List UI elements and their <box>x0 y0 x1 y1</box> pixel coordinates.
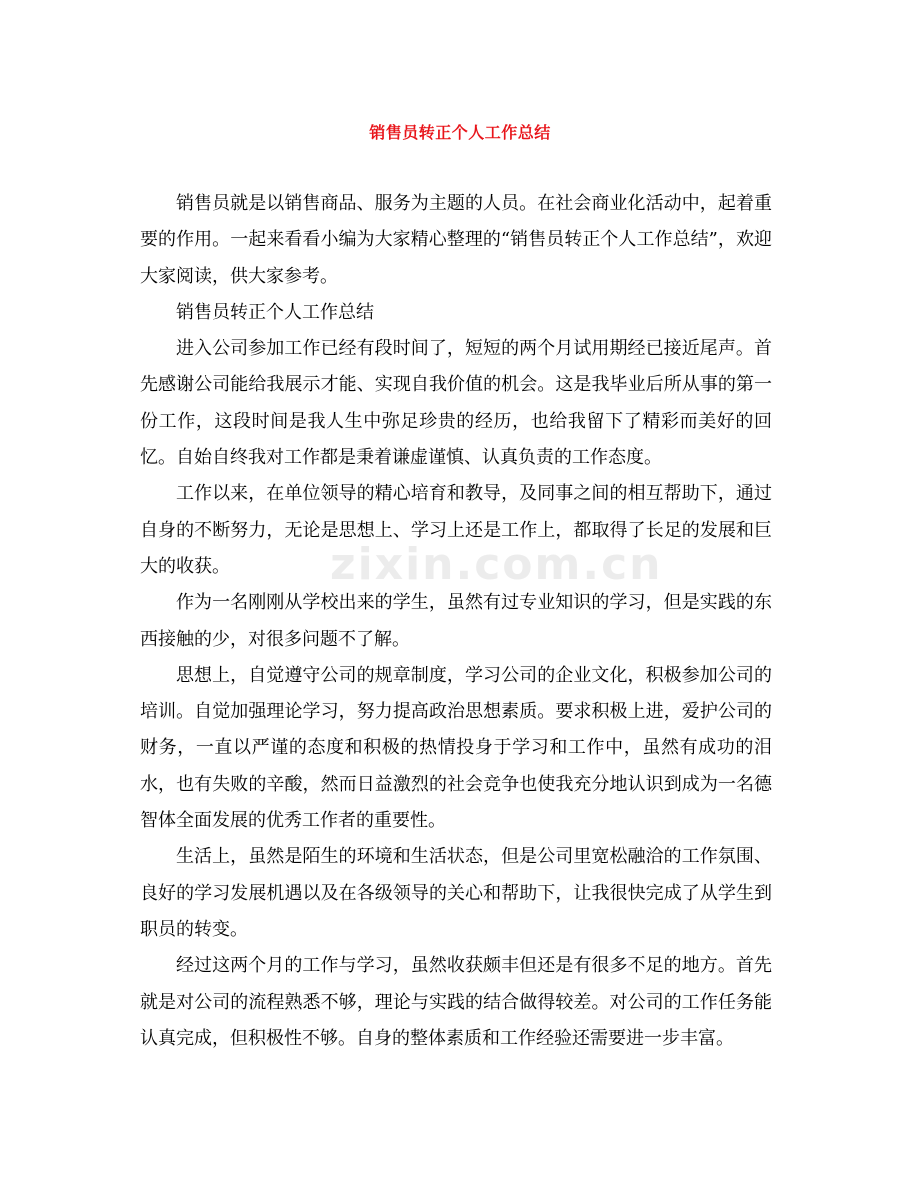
document-title: 销售员转正个人工作总结 <box>369 123 551 142</box>
paragraph-student: 作为一名刚刚从学校出来的学生，虽然有过专业知识的学习，但是实践的东西接触的少，对很多问题不了解。 <box>140 592 772 650</box>
watermark: zixin.com.cn <box>330 539 663 590</box>
paragraph-intro: 销售员就是以销售商品、服务为主题的人员。在社会商业化活动中，起着重要的作用。一起来看看小编为大家精心整理的“销售员转正个人工作总结”，欢迎大家阅读，供大家参考。 <box>140 193 772 287</box>
paragraph-ideology: 思想上，自觉遵守公司的规章制度，学习公司的企业文化，积极参加公司的培训。自觉加强理论学习，努力提高政治思想素质。要求积极上进，爱护公司的财务，一直以严谨的态度和积极的热情投身于学习和工作中，虽然有成功的泪水，也有失败的辛酸，然而日益激烈的社会竞争也使我充分地认识到成为一名德智体全面发展的优秀工作者的重要性。 <box>140 664 772 832</box>
document-body <box>140 186 772 1057</box>
paragraph-life: 生活上，虽然是陌生的环境和生活状态，但是公司里宽松融洽的工作氛围、良好的学习发展机遇以及在各级领导的关心和帮助下，让我很快完成了从学生到职员的转变。 <box>140 846 772 940</box>
paragraph-progress: 工作以来，在单位领导的精心培育和教导，及同事之间的相互帮助下，通过自身的不断努力，无论是思想上、学习上还是工作上，都取得了长足的发展和巨大的收获。 <box>140 483 772 577</box>
paragraph-joining: 进入公司参加工作已经有段时间了，短短的两个月试用期经已接近尾声。首先感谢公司能给我展示才能、实现自我价值的机会。这是我毕业后所从事的第一份工作，这段时间是我人生中弥足珍贵的经历，也给我留下了精彩而美好的回忆。自始自终我对工作都是秉着谦虚谨慎、认真负责的工作态度。 <box>140 338 772 469</box>
paragraph-subtitle: 销售员转正个人工作总结 <box>176 301 374 323</box>
paragraph-shortcomings: 经过这两个月的工作与学习，虽然收获颇丰但还是有很多不足的地方。首先就是对公司的流程熟悉不够，理论与实践的结合做得较差。对公司的工作任务能认真完成，但积极性不够。自身的整体素质和工作经验还需要进一步丰富。 <box>140 955 772 1049</box>
